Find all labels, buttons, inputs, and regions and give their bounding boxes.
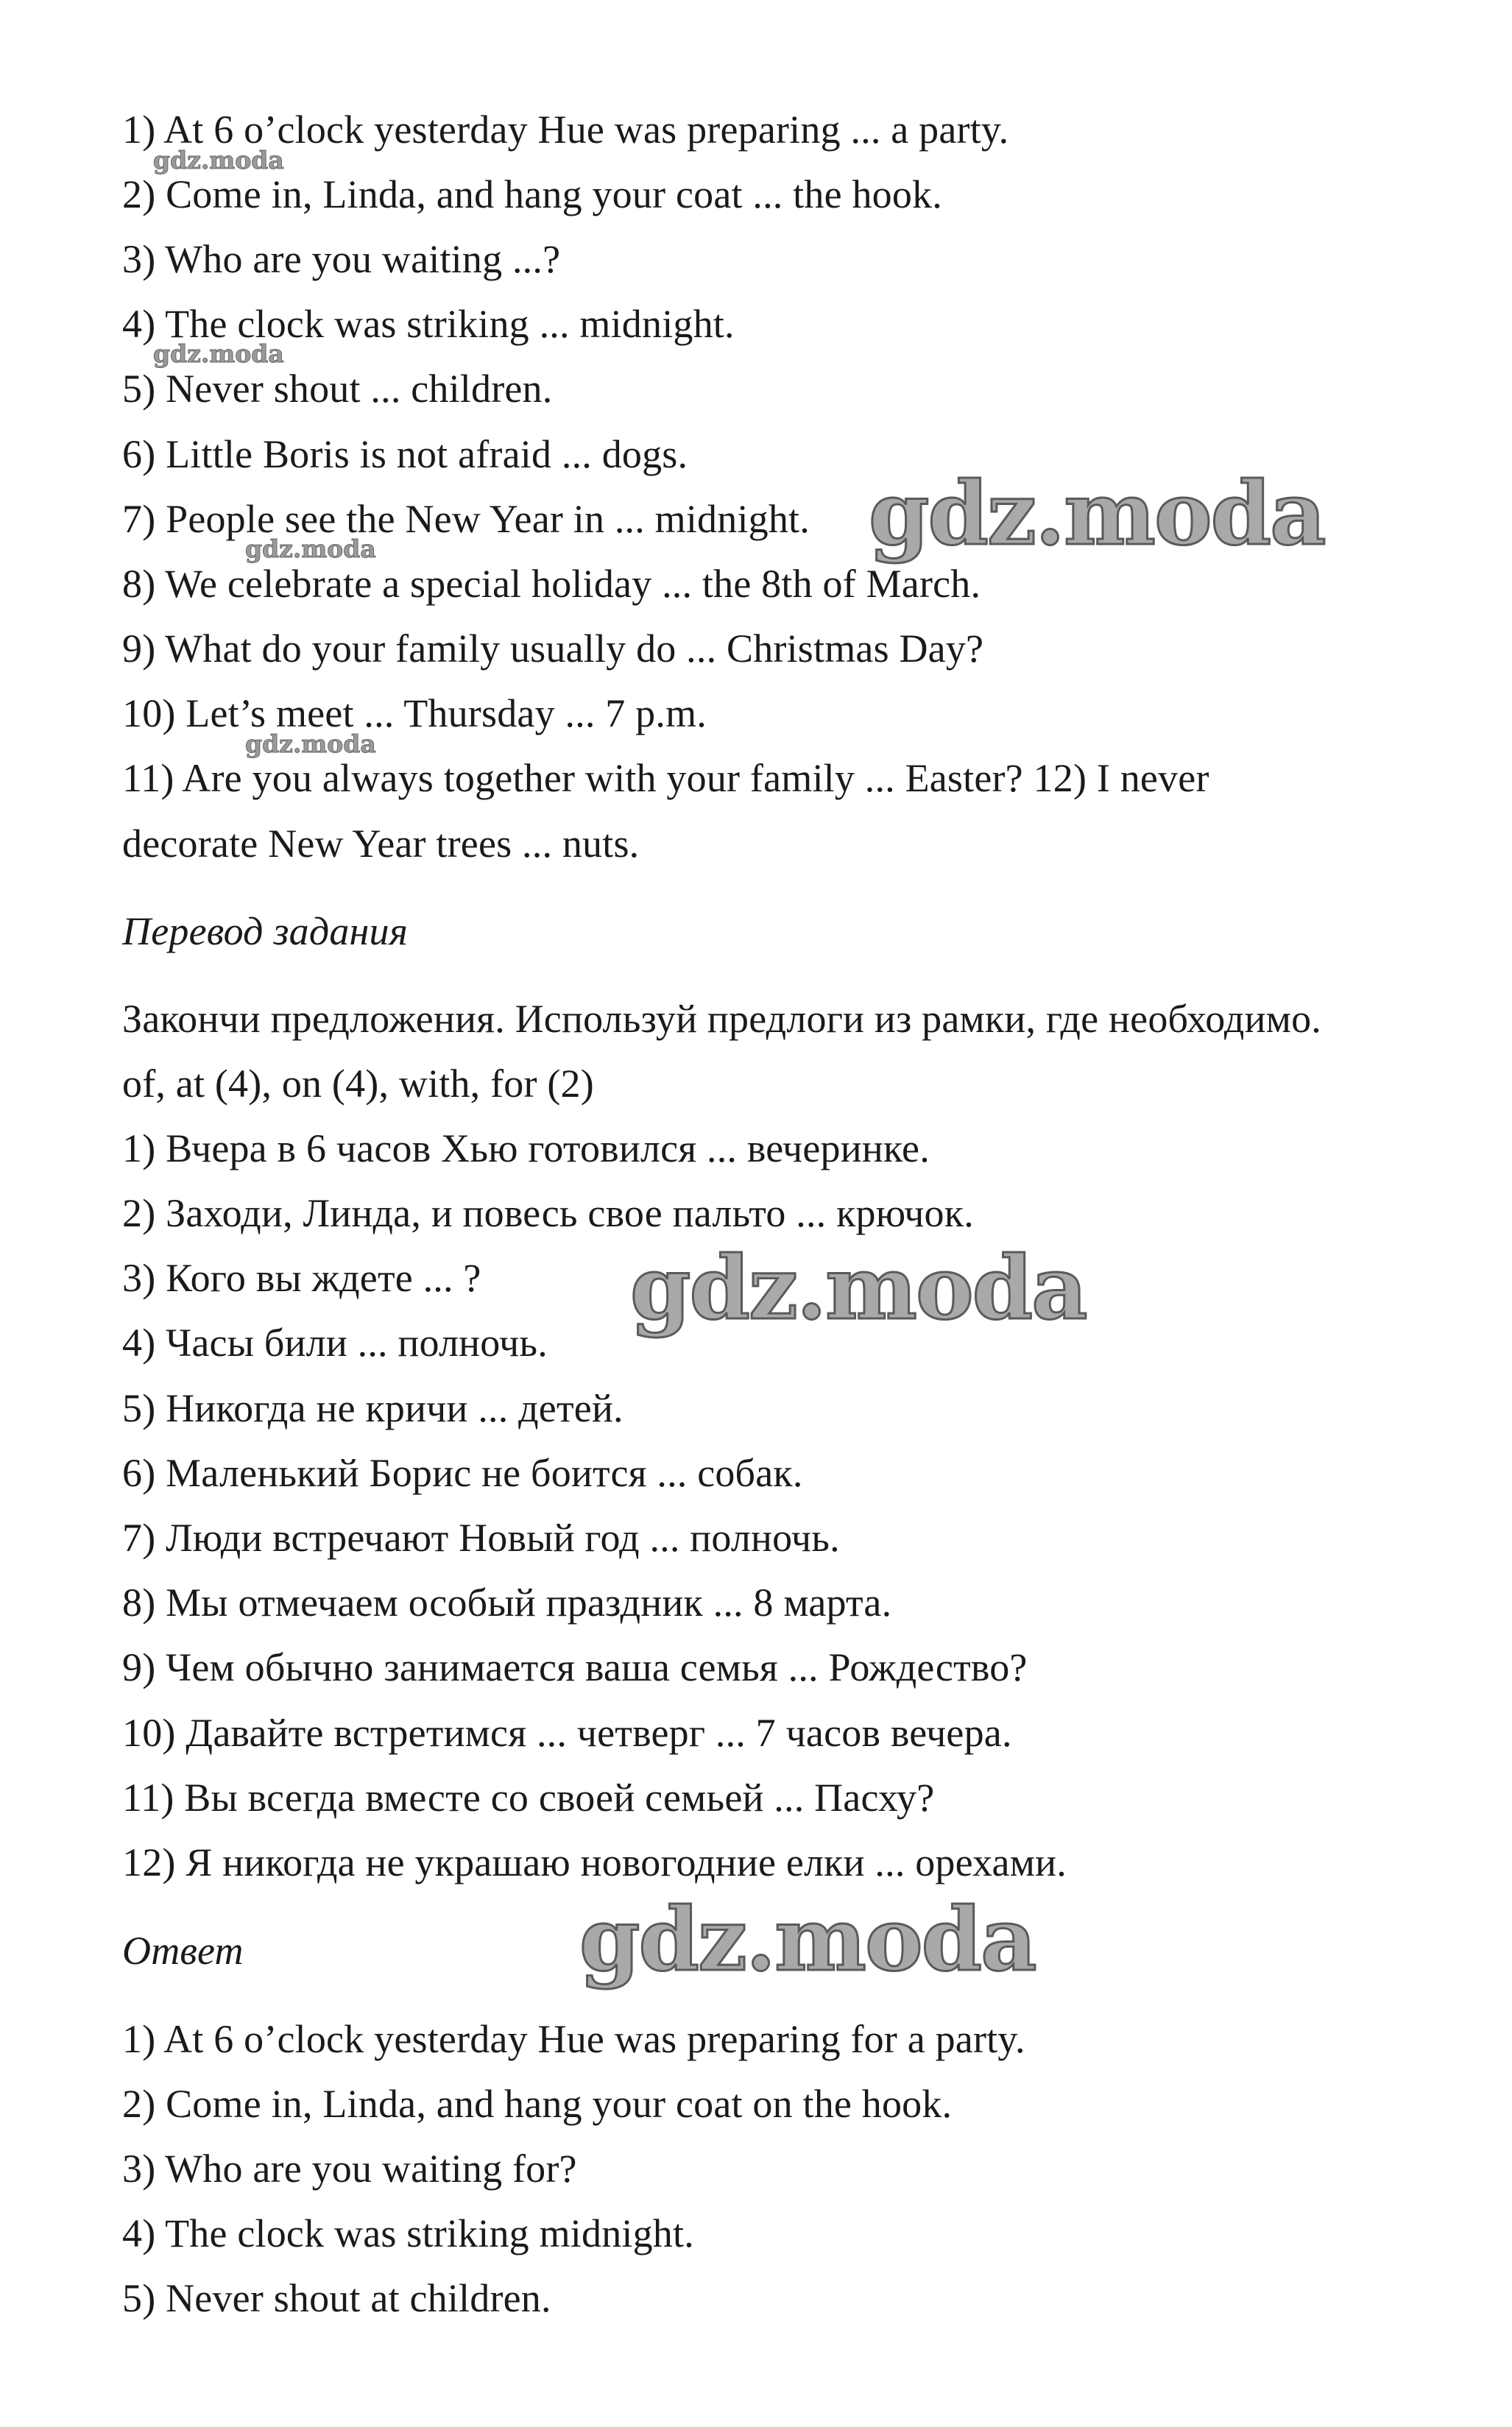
answer-line-3: 3) Who are you waiting for? bbox=[122, 2147, 577, 2191]
answer-line-1: 1) At 6 o’clock yesterday Hue was preparing for a party. bbox=[122, 2017, 1025, 2061]
translation-line-8: 6) Маленький Борис не боится ... собак. bbox=[122, 1451, 803, 1495]
watermark-large-2: gdz.moda bbox=[630, 1237, 1087, 1339]
exercise-line-6: 6) Little Boris is not afraid ... dogs. bbox=[122, 432, 688, 476]
watermark-small-1: gdz.moda bbox=[153, 146, 284, 174]
exercise-line-7: 7) People see the New Year in ... midnight. bbox=[122, 497, 810, 541]
translation-line-4: 2) Заходи, Линда, и повесь свое пальто ... крючок. bbox=[122, 1191, 974, 1235]
answer-line-4: 4) The clock was striking midnight. bbox=[122, 2211, 694, 2255]
watermark-small-4: gdz.moda bbox=[245, 729, 376, 758]
answer-heading: Ответ bbox=[122, 1929, 244, 1973]
exercise-line-10: 10) Let’s meet ... Thursday ... 7 p.m. bbox=[122, 691, 707, 735]
exercise-line-1: 1) At 6 o’clock yesterday Hue was preparing ... a party. bbox=[122, 107, 1009, 152]
translation-line-7: 5) Никогда не кричи ... детей. bbox=[122, 1386, 623, 1430]
exercise-line-12: decorate New Year trees ... nuts. bbox=[122, 822, 640, 866]
exercise-line-5: 5) Never shout ... children. bbox=[122, 367, 553, 411]
translation-line-5: 3) Кого вы ждете ... ? bbox=[122, 1256, 481, 1300]
answer-line-5: 5) Never shout at children. bbox=[122, 2276, 551, 2320]
exercise-line-3: 3) Who are you waiting ...? bbox=[122, 237, 561, 281]
translation-line-10: 8) Мы отмечаем особый праздник ... 8 марта. bbox=[122, 1580, 892, 1625]
translation-line-6: 4) Часы били ... полночь. bbox=[122, 1321, 548, 1365]
translation-line-9: 7) Люди встречают Новый год ... полночь. bbox=[122, 1516, 840, 1560]
translation-line-13: 11) Вы всегда вместе со своей семьей ... Пасху? bbox=[122, 1776, 935, 1820]
translation-line-3: 1) Вчера в 6 часов Хью готовился ... вечеринке. bbox=[122, 1126, 930, 1170]
answer-line-2: 2) Come in, Linda, and hang your coat on the hook. bbox=[122, 2082, 953, 2126]
translation-line-11: 9) Чем обычно занимается ваша семья ... Рождество? bbox=[122, 1645, 1028, 1689]
exercise-line-4: 4) The clock was striking ... midnight. bbox=[122, 302, 735, 346]
watermark-small-3: gdz.moda bbox=[245, 534, 376, 563]
exercise-line-2: 2) Come in, Linda, and hang your coat ... the hook. bbox=[122, 172, 942, 216]
translation-heading: Перевод задания bbox=[122, 909, 409, 953]
watermark-large-3: gdz.moda bbox=[579, 1888, 1036, 1990]
translation-line-1: Закончи предложения. Используй предлоги из рамки, где необходимо. bbox=[122, 997, 1321, 1041]
exercise-line-11: 11) Are you always together with your family ... Easter? 12) I never bbox=[122, 756, 1209, 800]
translation-line-14: 12) Я никогда не украшаю новогодние елки ... орехами. bbox=[122, 1840, 1067, 1884]
exercise-line-9: 9) What do your family usually do ... Christmas Day? bbox=[122, 626, 984, 671]
translation-line-2: of, at (4), on (4), with, for (2) bbox=[122, 1061, 594, 1106]
exercise-line-8: 8) We celebrate a special holiday ... the 8th of March. bbox=[122, 562, 981, 606]
watermark-small-2: gdz.moda bbox=[153, 339, 284, 368]
watermark-large-1: gdz.moda bbox=[869, 462, 1325, 565]
translation-line-12: 10) Давайте встретимся ... четверг ... 7 часов вечера. bbox=[122, 1711, 1012, 1755]
